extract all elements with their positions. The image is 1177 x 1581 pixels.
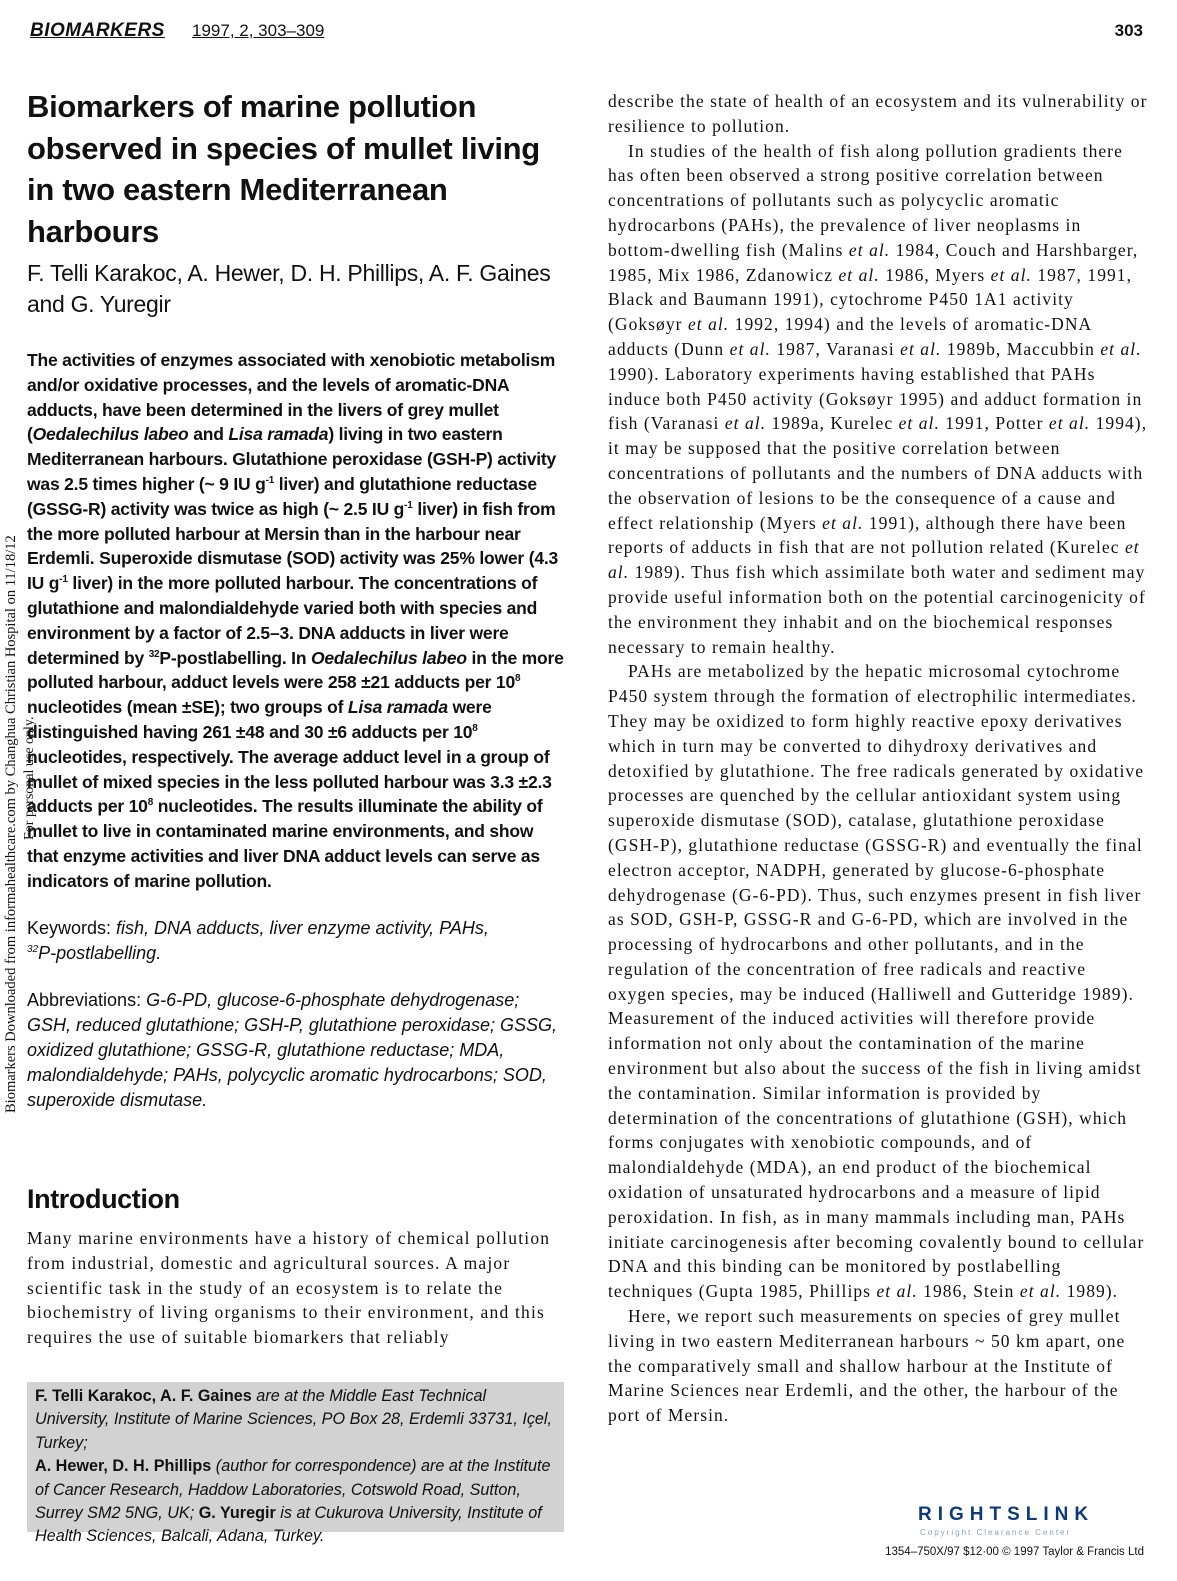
superscript: -1	[265, 475, 275, 487]
abstract-text: liver) in the more polluted harbour. The concentrations of glutathione and malondialdehyde varied both with species and environment by a factor of 2.5–3. DNA adducts in liver were determined by	[27, 573, 538, 668]
introduction-heading: Introduction	[27, 1184, 180, 1214]
abstract-text: liver) in fish from the more polluted harbour at Mersin than in the harbour near Erdemli. Superoxide dismutase (SOD) activity was 25% lower (4.3 IU g	[27, 498, 559, 594]
personal-use-watermark: For personal use only.	[22, 716, 37, 840]
body-text: 1989). Thus fish which assimilate both water and sediment may provide useful information both on the potential carcinogenicity of the environment they inhabit and on the biochemical responses necessary to remain healthy.	[608, 562, 1146, 657]
body-text: 1991), although there have been reports of adducts in fish that are not pollution related (Kurelec	[608, 512, 1127, 558]
superscript: 8	[147, 797, 154, 809]
affiliation-text: is at Cukurova University, Institute of Health Sciences, Balcali, Adana, Turkey.	[35, 1504, 542, 1546]
keywords-text: P-postlabelling.	[38, 942, 162, 963]
species-name: Oedalechilus labeo	[32, 424, 189, 445]
body-paragraph	[608, 659, 1148, 1304]
abstract	[27, 348, 567, 894]
abstract-text: ) living in two eastern Mediterranean harbours. Glutathione peroxidase (GSH-P) activity was 2.5 times higher (~ 9 IU g	[27, 424, 557, 494]
et-al: et al.	[838, 264, 880, 285]
right-column	[608, 89, 1148, 1428]
et-al: et al.	[898, 413, 940, 434]
abbreviations-text: G-6-PD, glucose-6-phosphate dehydrogenase; GSH, reduced glutathione; GSH-P, glutathione peroxidase; GSSG, oxidized glutathione; GSSG-R, glutathione reductase; MDA, malondialdehyde; PAHs, polycyclic aromatic hydrocarbons; SOD, superoxide dismutase.	[27, 989, 557, 1110]
copyright-line: 1354–750X/97 $12·00 © 1997 Taylor & Francis Ltd	[885, 1546, 1144, 1558]
body-text: 1986, Myers	[879, 264, 991, 285]
page-number: 303	[1114, 21, 1143, 40]
superscript: -1	[59, 574, 68, 586]
superscript: 32	[27, 943, 39, 955]
superscript: 32	[148, 648, 160, 660]
affiliation-names: A. Hewer, D. H. Phillips	[35, 1457, 212, 1476]
et-al: et al.	[1048, 413, 1091, 434]
et-al: et al.	[990, 264, 1032, 285]
rightslink-logo[interactable]	[918, 1504, 1148, 1538]
article-authors: F. Telli Karakoc, A. Hewer, D. H. Phillips, A. F. Gaines and G. Yuregir	[27, 260, 551, 317]
body-text: 1987, 1991, Black and Baumann 1991), cytochrome P450 1A1 activity (Goksøyr	[608, 264, 1133, 335]
superscript: 8	[472, 723, 478, 735]
body-text: 1990). Laboratory experiments having established that PAHs induce both P450 activity (Goksøyr 1995) and adduct formation in fish (Varanasi	[608, 363, 1143, 434]
affiliation-names: G. Yuregir	[198, 1504, 276, 1523]
body-text: 1991, Potter	[939, 413, 1049, 434]
keywords-text: fish, DNA adducts, liver enzyme activity, PAHs,	[116, 917, 489, 938]
abstract-text: in the more polluted harbour, adduct levels were 258 ±21 adducts per 10	[27, 647, 564, 693]
abstract-text: P-postlabelling. In	[159, 647, 311, 668]
abstract-text: and	[188, 424, 229, 445]
abbreviations-label: Abbreviations:	[27, 989, 147, 1010]
et-al: et al.	[687, 314, 730, 335]
article-title: Biomarkers of marine pollution observed in species of mullet living in two eastern Mediterranean harbours	[27, 89, 540, 249]
et-al: et al.	[900, 338, 942, 359]
left-column	[27, 86, 567, 1113]
et-al: et al.	[1100, 338, 1142, 359]
body-paragraph	[608, 139, 1148, 660]
rightslink-wordmark: RIGHTSLINK	[918, 1504, 1095, 1525]
body-text: 1989).	[1061, 1281, 1119, 1302]
journal-volume-info: 1997, 2, 303–309	[192, 21, 325, 40]
abstract-text: liver) and glutathione reductase (GSSG-R) activity was twice as high (~ 2.5 IU g	[27, 473, 537, 519]
introduction-text: Many marine environments have a history of chemical pollution from industrial, domestic and agricultural sources. A major scientific task in the study of an ecosystem is to relate the biochemistry of living organisms to their environment, and this requires the use of suitable biomarkers that reliably	[27, 1228, 551, 1348]
superscript: -1	[404, 499, 413, 511]
body-text: 1994), it may be supposed that the positive correlation between concentrations of pollutants and the numbers of DNA adducts with the observation of lesions to be the consequence of a cause and effect relationship (Myers	[608, 413, 1148, 533]
species-name: Lisa ramada	[228, 424, 329, 445]
body-text: 1986, Stein	[917, 1281, 1020, 1302]
affiliation-text: are at the Middle East Technical University, Institute of Marine Sciences, PO Box 28, Erdemli 33731, Içel, Turkey;	[35, 1387, 553, 1452]
body-text: 1992, 1994) and the levels of aromatic-DNA adducts (Dunn	[608, 314, 1092, 359]
keywords	[27, 916, 567, 966]
et-al: et al.	[876, 1281, 918, 1302]
abstract-text: nucleotides, respectively. The average adduct level in a group of mullet of mixed species in the less polluted harbour was 3.3 ±2.3 adducts per 10	[27, 746, 552, 817]
abbreviations	[27, 988, 567, 1113]
keywords-label: Keywords:	[27, 917, 117, 938]
download-watermark: Biomarkers Downloaded from informahealthcare.com by Changhua Christian Hospital on 11/18/12	[3, 535, 19, 1113]
species-name: Lisa ramada	[347, 697, 448, 718]
body-paragraph: Here, we report such measurements on species of grey mullet living in two eastern Mediterranean harbours ~ 50 km apart, one the comparatively small and shallow harbour at the Institute of Marine Sciences near Erdemli, and the other, the harbour of the port of Mersin.	[608, 1306, 1126, 1426]
et-al: et al.	[1019, 1281, 1062, 1302]
body-text: 1989a, Kurelec	[766, 413, 899, 434]
abstract-text: nucleotides (mean ±SE); two groups of	[27, 697, 348, 718]
affiliation-names: F. Telli Karakoc, A. F. Gaines	[35, 1387, 252, 1405]
abstract-text: were distinguished having 261 ±48 and 30 ±6 adducts per 10	[27, 697, 492, 742]
body-text: In studies of the health of fish along pollution gradients there has often been observed a strong positive correlation between concentrations of pollutants such as polycyclic aromatic hydrocarbons (PAHs), the prevalence of liver neoplasms in bottom-dwelling fish (Malins	[608, 140, 1123, 260]
et-al: et al.	[822, 512, 864, 533]
journal-name: BIOMARKERS	[30, 20, 165, 41]
species-name: Oedalechilus labeo	[310, 647, 467, 668]
body-text: 1987, Varanasi	[770, 338, 901, 359]
running-header	[30, 18, 1145, 44]
affiliations-box	[27, 1382, 564, 1546]
rightslink-tagline: Copyright Clearance Center	[920, 1528, 1072, 1537]
body-text: 1989b, Maccubbin	[941, 338, 1101, 359]
abstract-text: The activities of enzymes associated with xenobiotic metabolism and/or oxidative processes, and the levels of aromatic-DNA adducts, have been determined in the livers of grey mullet (	[27, 350, 556, 445]
body-text: 1984, Couch and Harshbarger, 1985, Mix 1986, Zdanowicz	[608, 239, 1139, 285]
et-al: et al.	[608, 537, 1140, 583]
et-al: et al.	[724, 413, 767, 434]
abstract-text: nucleotides. The results illuminate the ability of mullet to live in contaminated marine environments, and show that enzyme activities and liver DNA adduct levels can serve as indicators of marine pollution.	[27, 796, 543, 891]
superscript: 8	[514, 673, 521, 685]
body-text: PAHs are metabolized by the hepatic microsomal cytochrome P450 system through the formation of electrophilic intermediates. They may be oxidized to form highly reactive epoxy derivatives which in turn may be converted to dihydroxy derivatives and detoxified by glutathione. The free radicals generated by oxidative processes are quenched by the cellular antioxidant system using superoxide dismutase (SOD), catalase, glutathione peroxidase (GSH-P), glutathione reductase (GSSG-R) and eventually the final electron acceptor, NADPH, generated by glucose-6-phosphate dehydrogenase (G-6-PD). Thus, such enzymes present in fish liver as SOD, GSH-P, GSSG-R and G-6-PD, which are involved in the processing of hydrocarbons and other pollutants, and in the regulation of the concentration of free radicals and reactive oxygen species, may be induced (Halliwell and Gutteridge 1989). Measurement of the induced activities will therefore provide information not only about the contamination of the marine environment but also about the success of the fish in living amidst the contamination. Similar information is provided by determination of the concentrations of glutathione (GSH), which forms conjugates with xenobiotic compounds, and of malondialdehyde (MDA), an end product of the biochemical oxidation of unsaturated hydrocarbons and a measure of lipid peroxidation. In fish, as in many mammals including man, PAHs initiate carcinogenesis after becoming covalently bound to cellular DNA and this binding can be monitored by postlabelling techniques (Gupta 1985, Phillips	[608, 661, 1145, 1302]
et-al: et al.	[848, 239, 891, 260]
et-al: et al.	[729, 338, 771, 359]
body-paragraph: describe the state of health of an ecosystem and its vulnerability or resilience to pollution.	[608, 91, 1148, 136]
affiliation-text: (author for correspondence) are at the Institute of Cancer Research, Haddow Laboratories, Cotswold Road, Sutton, Surrey SM2 5NG, UK;	[35, 1457, 551, 1523]
